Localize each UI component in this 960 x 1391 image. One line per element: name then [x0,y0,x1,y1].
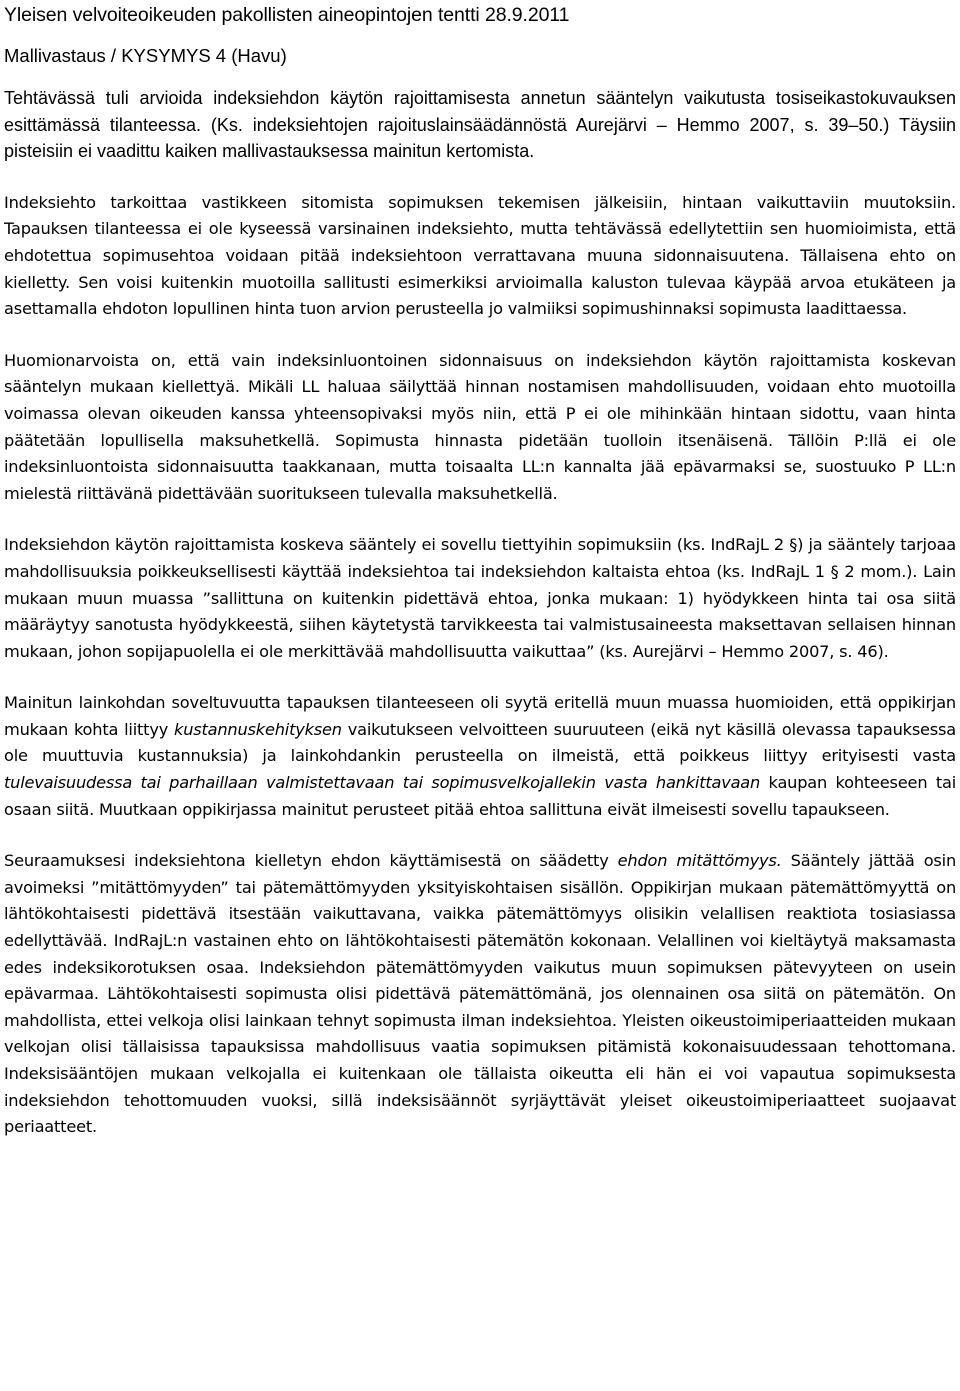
document-title: Yleisen velvoiteoikeuden pakollisten aineopintojen tentti 28.9.2011 [4,4,570,26]
paragraph-4-emphasis-b: kustannuskehityksen [174,719,342,739]
intro-paragraph [4,85,956,165]
paragraph-5-emphasis-b: ehdon mitättömyys. [617,851,782,871]
paragraph-2: Huomionarvoista on, että vain indeksinluontoinen sidonnaisuus on indeksiehdon käytön rajoittamista koskevan sääntelyn mukaan kiellettyä. Mikäli LL haluaa säilyttää hinnan nostamisen mahdollisuuden, voidaan ehto muotoilla voimassa olevan oikeuden kanssa yhteensopivaksi myös niin, että P ei ole mihinkään hintaan sidottu, vaan hinta päätetään lopullisella maksuhetkellä. Sopimusta hinnasta pidetään tuolloin itsenäisenä. Tällöin P:llä ei ole indeksinluontoista sidonnaisuutta taakkanaan, mutta toisaalta LL:n kannalta jää epävarmaksi se, suostuuko P LL:n mielestä riittävänä pidettävään suoritukseen tulevalla maksuhetkellä. [4,350,956,503]
document-subtitle: Mallivastaus / KYSYMYS 4 (Havu) [4,45,287,66]
paragraph-1: Indeksiehto tarkoittaa vastikkeen sitomista sopimuksen tekemisen jälkeisiin, hintaan vaikuttaviin muutoksiin. Tapauksen tilanteessa ei ole kyseessä varsinainen indeksiehto, mutta tehtävässä edellytettiin sen huomioimista, että ehdotettua sopimusehtoa voidaan pitää indeksiehtoon verrattavana muuna sidonnaisuutena. Tällaisena ehto on kielletty. Sen voisi kuitenkin muotoilla sallitusti esimerkiksi arvioimalla kaluston tulevaa käypää arvoa etukäteen ja asettamalla ehdoton lopullinen hinta tuon arvion perusteella jo valmiiksi sopimushinnaksi sopimusta laadittaessa. [4,192,956,319]
intro-text-1: Tehtävässä tuli arvioida indeksiehdon käytön rajoittamisesta annetun sääntelyn vaikutusta tosiseikastokuvauksen esittämässä tilanteessa. [4,88,956,135]
paragraph-4-text-a: Mainitun lainkohdan soveltuvuutta tapauksen tilanteeseen oli syytä eritellä muun muassa huomioiden, että oppikirjan mukaan kohta liittyy [4,693,956,739]
paragraph-3: Indeksiehdon käytön rajoittamista koskeva sääntely ei sovellu tiettyihin sopimuksiin (ks. IndRajL 2 §) ja sääntely tarjoaa mahdollisuuksia poikkeuksellisesti käyttää indeksiehtoa tai indeksiehdon kaltaista ehtoa (ks. IndRajL 1 § 2 mom.). Lain mukaan muun muassa ”sallittuna on kuitenkin pidettävä ehtoa, jonka mukaan: 1) hyödykkeen hinta tai osa siitä määräytyy sanotusta hyödykkeestä, siihen käytetystä tarvikkeesta tai valmistusaineesta maksettavan sellaisen hinnan mukaan, johon sopijapuolella ei ole merkittävää mahdollisuutta vaikuttaa” (ks. Aurejärvi – Hemmo 2007, s. 46). [4,535,956,661]
paragraph-5 [4,848,956,1141]
paragraph-4-text-c: vaikutukseen velvoitteen suuruuteen (eikä nyt käsillä olevassa tapauksessa ole muuttuvia kustannuksia) ja lainkohdankin perusteella on ilmeistä, että poikkeus liittyy erityisesti vasta [4,719,956,766]
paragraph-5-text-a: Seuraamuksesi indeksiehtona kielletyn ehdon käyttämisestä on säädetty [4,851,618,871]
paragraph-4-emphasis-d: tulevaisuudessa tai parhaillaan valmistettavaan tai sopimusvelkojallekin vasta hankittavaan [4,773,761,793]
intro-text-2: (Ks. indeksiehtojen rajoituslainsäädännöstä Aurejärvi – Hemmo 2007, s. 39–50.) Täysiin pisteisiin ei vaadittu kaiken mallivastauksessa mainitun kertomista. [4,114,956,162]
paragraph-4-text-e: kaupan kohteeseen tai osaan siitä. Muutkaan oppikirjassa mainitut perusteet pitää ehtoa sallittuna eivät ilmeisesti sovellu tapaukseen. [4,773,956,819]
paragraph-4 [4,690,956,823]
paragraph-5-text-c: Sääntely jättää osin avoimeksi ”mitättömyyden” tai pätemättömyyden yksityiskohtaisen sisällön. Oppikirjan mukaan pätemättömyyttä on lähtökohtaisesti pidettävä itsestään vaikuttavana, vaikka pätemättömyys olisikin velallisen reaktiota tosiasiassa edellyttävää. IndRajL:n vastainen ehto on lähtökohtaisesti pätemätön kokonaan. Velallinen voi kieltäytyä maksamasta edes indeksikorotuksen osaa. Indeksiehdon pätemättömyyden vaikutus muun sopimuksen pätevyyteen on usein epävarmaa. Lähtökohtaisesti sopimusta olisi pidettävä pätemättömänä, jos olennainen osa siitä on pätemätön. On mahdollista, ettei velkoja olisi lainkaan tehnyt sopimusta ilman indeksiehtoa. Yleisten oikeustoimiperiaatteiden mukaan velkojan olisi tällaisissa tapauksissa mahdollisuus vaatia sopimuksen pitämistä kokonaisuudessaan tehottomana. Indeksisääntöjen mukaan velkojalla ei kuitenkaan ole tällaista oikeutta eli hän ei voi vapautua sopimuksesta indeksiehdon tehottomuuden vuoksi, sillä indeksisäännöt syrjäyttävät yleiset oikeustoimiperiaatteet suojaavat periaatteet. [4,851,957,1137]
